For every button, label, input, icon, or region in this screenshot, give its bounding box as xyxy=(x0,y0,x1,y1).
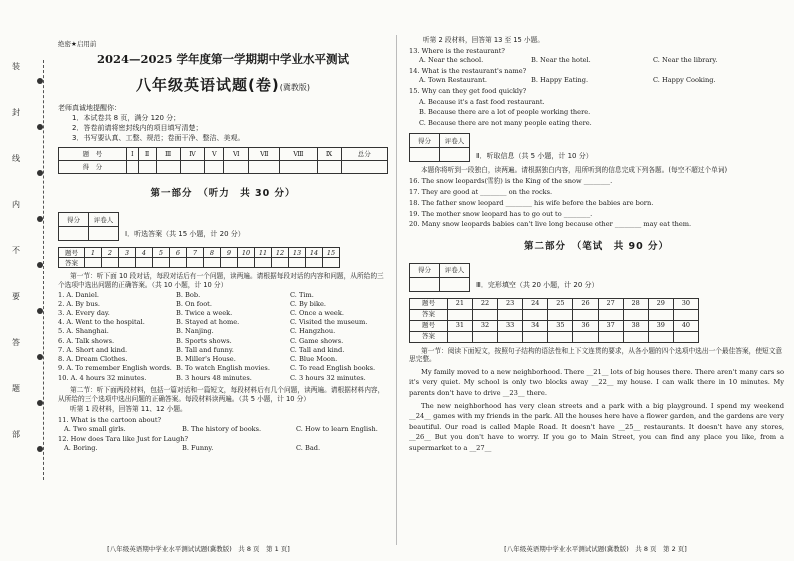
answer-number: 30 xyxy=(673,298,698,309)
option-c[interactable]: C. 3 hours 32 minutes. xyxy=(290,373,366,382)
option-b[interactable]: B. Bob. xyxy=(176,290,201,299)
question-row xyxy=(58,374,388,382)
answer-cell[interactable] xyxy=(85,258,102,268)
fill-question: 20. Many snow leopards babies can't live long because other ________ may eat them. xyxy=(409,220,692,229)
edition-text: (冀教版) xyxy=(279,82,310,92)
answer-cell[interactable] xyxy=(673,309,698,320)
answer-cell[interactable] xyxy=(323,258,340,268)
right-page xyxy=(397,0,794,561)
option-a[interactable]: A. Town Restaurant. xyxy=(419,76,487,85)
option-b[interactable]: B. Nanjing. xyxy=(176,327,214,336)
answer-cell[interactable] xyxy=(153,258,170,268)
answer-cell[interactable] xyxy=(623,309,648,320)
question-11: 11. What is the cartoon about? xyxy=(58,415,162,424)
part1-title: 第一部分 （听力 共 30 分） xyxy=(150,188,296,200)
option-a[interactable]: 9. A. To remember English words. xyxy=(58,364,172,373)
sec2-instructions: 本题你将听到一段独白，读两遍。请根据独白内容，用所听到的信息完成下列各题。(每空不超过个单词) xyxy=(421,166,728,175)
binding-hole xyxy=(37,308,43,314)
score-cell[interactable] xyxy=(249,161,280,174)
option-a[interactable]: 10. A. 4 hours 32 minutes. xyxy=(58,373,147,382)
grader-name-label: 评卷人 xyxy=(440,263,470,277)
option-a[interactable]: A. Boring. xyxy=(64,444,98,453)
binding-char: 题 xyxy=(12,384,20,393)
answer-cell[interactable] xyxy=(306,258,323,268)
answer-cell[interactable] xyxy=(472,309,497,320)
grader-box xyxy=(409,263,470,292)
question-12: 12. How does Tara like Just for Laugh? xyxy=(58,435,189,444)
question-row xyxy=(58,346,388,354)
grader-name-field[interactable] xyxy=(440,148,470,162)
option-b[interactable]: B. Near the hotel. xyxy=(531,56,591,65)
option-b[interactable]: B. On foot. xyxy=(176,299,212,308)
answer-cell[interactable] xyxy=(238,258,255,268)
answer-number: 13 xyxy=(289,248,306,258)
answer-number: 34 xyxy=(523,320,548,331)
footer-right: [八年级英语期中学业水平测试试题(冀教版) 共 8 页 第 2 页] xyxy=(504,544,687,553)
answer-cell[interactable] xyxy=(255,258,272,268)
binding-hole xyxy=(37,446,43,452)
score-cell[interactable] xyxy=(180,161,205,174)
binding-hole xyxy=(37,262,43,268)
option-c[interactable]: C. Bad. xyxy=(296,444,321,453)
score-header-cell: Ⅱ xyxy=(138,148,156,161)
option-c[interactable]: C. Near the library. xyxy=(653,56,718,65)
answer-cell[interactable] xyxy=(573,309,598,320)
ans-row-label: 题号 xyxy=(59,248,85,258)
answer-number: 7 xyxy=(187,248,204,258)
question-row xyxy=(58,355,388,363)
grader-score-label: 得分 xyxy=(410,134,440,148)
secret-label: 绝密★启用前 xyxy=(58,40,97,48)
material1-label: 听第 1 段材料，回答第 11、12 小题。 xyxy=(70,405,187,414)
answer-cell[interactable] xyxy=(447,331,472,342)
answer-table-1 xyxy=(58,247,340,268)
answer-number: 23 xyxy=(498,298,523,309)
answer-cell[interactable] xyxy=(204,258,221,268)
question-15: 15. Why can they get food quickly? xyxy=(409,86,527,95)
notice-item: 2．答卷前请将密封线内的项目填写清楚； xyxy=(72,123,203,132)
answer-cell[interactable] xyxy=(523,309,548,320)
binding-hole xyxy=(37,400,43,406)
answer-number: 35 xyxy=(548,320,573,331)
grader-score-label: 得分 xyxy=(59,213,89,227)
binding-char: 部 xyxy=(12,430,20,439)
answer-cell[interactable] xyxy=(548,309,573,320)
answer-cell[interactable] xyxy=(523,331,548,342)
exam-title: 2024—2025 学年度第一学期期中学业水平测试 xyxy=(96,52,349,67)
fill-question: 18. The father snow leopard ________ his wife before the babies are born. xyxy=(409,198,654,207)
score-header-cell: 总分 xyxy=(341,148,387,161)
section2-header xyxy=(409,133,784,162)
option-a[interactable]: A. Near the school. xyxy=(419,56,484,65)
option-b[interactable]: B. Sports shows. xyxy=(176,336,232,345)
q14-options xyxy=(419,76,784,84)
option-b[interactable]: B. The history of books. xyxy=(182,424,262,433)
answer-number: 8 xyxy=(204,248,221,258)
option-a[interactable]: 4. A. Went to the hospital. xyxy=(58,318,145,327)
answer-number: 27 xyxy=(598,298,623,309)
ans-row-label: 答案 xyxy=(410,309,448,320)
answer-cell[interactable] xyxy=(548,331,573,342)
sec2-instructions: 第二节：听下面两段材料，包括一篇对话和一篇短文，每段材料后有几个问题，读两遍。请根据材料内容，从所给的三个选项中选出问题的正确答案。每段材料读两遍。（共 5 小题，计 10 分） xyxy=(58,385,385,403)
answer-number: 3 xyxy=(119,248,136,258)
question-row xyxy=(58,364,388,372)
answer-cell[interactable] xyxy=(221,258,238,268)
section3-header xyxy=(409,263,784,292)
option-a[interactable]: A. Two small girls. xyxy=(64,424,126,433)
option-b[interactable]: B. Funny. xyxy=(182,444,214,453)
binding-hole xyxy=(37,170,43,176)
question-row xyxy=(58,309,388,317)
score-cell[interactable] xyxy=(126,161,138,174)
answer-cell[interactable] xyxy=(573,331,598,342)
sec1-instructions: 第一节：听下面 10 段对话，每段对话后有一个问题，读两遍。请根据每段对话的内容和问题，从所给的三个选项中选出问题的正确答案。（共 10 小题，计 10 分） xyxy=(58,272,384,289)
ans-row-label: 答案 xyxy=(410,331,448,342)
answer-cell[interactable] xyxy=(673,331,698,342)
score-table xyxy=(58,147,388,174)
subtitle-text: 八年级英语试题(卷) xyxy=(136,75,280,94)
option-b[interactable]: B. 3 hours 48 minutes. xyxy=(176,373,252,382)
option-c[interactable]: C. By bike. xyxy=(290,299,326,308)
answer-number: 26 xyxy=(573,298,598,309)
footer-left: [八年级英语期中学业水平测试试题(冀教版) 共 8 页 第 1 页] xyxy=(107,544,290,553)
score-header-cell: Ⅷ xyxy=(280,148,317,161)
answer-number: 21 xyxy=(447,298,472,309)
answer-number: 10 xyxy=(238,248,255,258)
option-b[interactable]: B. Tall and funny. xyxy=(176,345,234,354)
binding-hole xyxy=(37,354,43,360)
score-header-cell: Ⅶ xyxy=(249,148,280,161)
option-c[interactable]: C. Because there are not many people eating there. xyxy=(419,119,592,128)
answer-number: 36 xyxy=(573,320,598,331)
question-row xyxy=(58,337,388,345)
score-cell[interactable] xyxy=(280,161,317,174)
score-header-cell: Ⅳ xyxy=(180,148,205,161)
answer-cell[interactable] xyxy=(102,258,119,268)
answer-cell[interactable] xyxy=(623,331,648,342)
answer-number: 5 xyxy=(153,248,170,258)
answer-number: 40 xyxy=(673,320,698,331)
binding-char: 答 xyxy=(12,338,20,347)
sec3-instructions: 第一节：阅读下面短文，按照句子结构的语法性和上下文连贯的要求，从各小题的四个选项中选出一个最佳答案，使短文意思完整。 xyxy=(409,346,783,364)
binding-char: 内 xyxy=(12,200,20,209)
option-c[interactable]: C. Tim. xyxy=(290,290,314,299)
answer-cell[interactable] xyxy=(598,309,623,320)
ans-row-label: 答案 xyxy=(59,258,85,268)
answer-number: 28 xyxy=(623,298,648,309)
answer-number: 12 xyxy=(272,248,289,258)
answer-number: 6 xyxy=(170,248,187,258)
ans-row-label: 题号 xyxy=(410,298,448,309)
option-b[interactable]: B. Because there are a lot of people working there. xyxy=(419,108,591,117)
answer-number: 38 xyxy=(623,320,648,331)
score-cell[interactable] xyxy=(156,161,180,174)
option-a[interactable]: 6. A. Talk shows. xyxy=(58,336,115,345)
grader-name-field[interactable] xyxy=(440,277,470,291)
answer-number: 1 xyxy=(85,248,102,258)
answer-cell[interactable] xyxy=(498,331,523,342)
question-row xyxy=(58,318,388,326)
option-c[interactable]: C. Happy Cooking. xyxy=(653,76,716,85)
option-c[interactable]: C. Hangzhou. xyxy=(290,327,336,336)
part2-title: 第二部分 （笔试 共 90 分） xyxy=(523,240,670,252)
question-row xyxy=(58,327,388,335)
answer-number: 37 xyxy=(598,320,623,331)
answer-number: 14 xyxy=(306,248,323,258)
binding-hole xyxy=(37,216,43,222)
option-c[interactable]: C. Visited the museum. xyxy=(290,318,368,327)
option-c[interactable]: C. Blue Moon. xyxy=(290,355,338,364)
cloze-paragraph: The new neighborhood has very clean streets and a park with a big playground. I spend my weekend __24__ games with my friends in the park. All the houses here have a flower garden, and the gardens are very beautiful. Our road is called Maple Road. It doesn't have __25__ restaurants. It doesn't have any stores, __26__ But you don't have to worry. If you go to Main Street, you can find any place you like, from a supermarket to a __27__ xyxy=(409,402,784,452)
q13-options xyxy=(419,56,784,64)
option-a[interactable]: 8. A. Dream Clothes. xyxy=(58,355,128,364)
cloze-paragraph: My family moved to a new neighborhood. There __21__ lots of big houses there. There aren't many cars so it's very quiet. My school is only two blocks away __22__ my house. I can walk there in 10 minutes. My parents don't have to drive __23__ there. xyxy=(409,367,784,397)
answer-cell[interactable] xyxy=(472,331,497,342)
option-c[interactable]: C. Game shows. xyxy=(290,336,344,345)
material2-label: 听第 2 段材料，回答第 13 至 15 小题。 xyxy=(423,36,544,44)
question-13: 13. Where is the restaurant? xyxy=(409,46,505,55)
answer-number: 33 xyxy=(498,320,523,331)
grader-box xyxy=(409,133,470,162)
option-c[interactable]: C. Tall and kind. xyxy=(290,345,345,354)
score-header-cell: 题 号 xyxy=(59,148,127,161)
question-14: 14. What is the restaurant's name? xyxy=(409,66,527,75)
sec1-options xyxy=(58,291,388,382)
fill-in-list xyxy=(409,177,784,228)
answer-number: 9 xyxy=(221,248,238,258)
option-a[interactable]: 3. A. Every day. xyxy=(58,309,110,317)
notice-item: 3．书写要认真、工整、规范；卷面干净、整洁、美观。 xyxy=(72,133,245,142)
section1-header xyxy=(58,212,388,241)
option-b[interactable]: B. Stayed at home. xyxy=(176,318,240,327)
score-cell[interactable] xyxy=(205,161,224,174)
option-b[interactable]: B. Happy Eating. xyxy=(531,76,589,85)
section1-label: Ⅰ．听选答案（共 15 小题，计 20 分） xyxy=(125,230,245,239)
answer-cell[interactable] xyxy=(119,258,136,268)
score-cell[interactable] xyxy=(341,161,387,174)
grader-box xyxy=(58,212,119,241)
score-header-cell: Ⅵ xyxy=(224,148,249,161)
option-a[interactable]: 7. A. Short and kind. xyxy=(58,345,128,354)
section3-label: Ⅲ．完形填空（共 20 小题，计 20 分） xyxy=(476,280,599,289)
answer-cell[interactable] xyxy=(648,309,673,320)
answer-number: 4 xyxy=(136,248,153,258)
notice-heading: 老师真诚地提醒你： xyxy=(58,104,121,113)
answer-cell[interactable] xyxy=(598,331,623,342)
score-header-cell: Ⅰ xyxy=(126,148,138,161)
fill-question: 17. They are good at ________ on the rocks. xyxy=(409,188,553,197)
grader-name-field[interactable] xyxy=(89,227,119,241)
score-header-cell: Ⅸ xyxy=(317,148,341,161)
question-row xyxy=(58,300,388,308)
answer-cell[interactable] xyxy=(136,258,153,268)
score-row-label: 得 分 xyxy=(59,161,127,174)
binding-char: 装 xyxy=(12,62,20,71)
answer-cell[interactable] xyxy=(447,309,472,320)
grader-score-field[interactable] xyxy=(410,148,440,162)
grader-name-label: 评卷人 xyxy=(89,213,119,227)
answer-cell[interactable] xyxy=(272,258,289,268)
answer-number: 39 xyxy=(648,320,673,331)
notice-item: 1．本试卷共 8 页，满分 120 分； xyxy=(72,114,181,122)
option-b[interactable]: B. Miller's House. xyxy=(176,355,236,364)
grader-score-field[interactable] xyxy=(410,277,440,291)
score-cell[interactable] xyxy=(224,161,249,174)
answer-number: 15 xyxy=(323,248,340,258)
binding-char: 封 xyxy=(12,108,20,117)
grader-name-label: 评卷人 xyxy=(440,134,470,148)
binding-hole xyxy=(37,124,43,130)
section2-label: Ⅱ．听取信息（共 5 小题，计 10 分） xyxy=(476,151,593,160)
answer-table-2 xyxy=(409,298,699,343)
binding-margin xyxy=(4,60,44,480)
option-b[interactable]: B. To watch English movies. xyxy=(176,364,270,373)
q12-options xyxy=(64,444,388,452)
answer-cell[interactable] xyxy=(187,258,204,268)
answer-number: 11 xyxy=(255,248,272,258)
answer-cell[interactable] xyxy=(498,309,523,320)
score-cell[interactable] xyxy=(138,161,156,174)
option-a[interactable]: 2. A. By bus. xyxy=(58,299,100,308)
option-c[interactable]: C. How to learn English. xyxy=(296,424,378,433)
ans-row-label: 题号 xyxy=(410,320,448,331)
question-row xyxy=(58,291,388,299)
binding-hole xyxy=(37,78,43,84)
answer-number: 24 xyxy=(523,298,548,309)
exam-subtitle xyxy=(58,76,388,95)
grader-score-label: 得分 xyxy=(410,263,440,277)
score-header-cell: Ⅲ xyxy=(156,148,180,161)
answer-number: 2 xyxy=(102,248,119,258)
answer-number: 25 xyxy=(548,298,573,309)
answer-number: 29 xyxy=(648,298,673,309)
option-a[interactable]: 1. A. Daniel. xyxy=(58,290,100,299)
score-header-cell: Ⅴ xyxy=(205,148,224,161)
binding-char: 线 xyxy=(12,154,20,163)
score-cell[interactable] xyxy=(317,161,341,174)
answer-cell[interactable] xyxy=(170,258,187,268)
answer-cell[interactable] xyxy=(648,331,673,342)
binding-char: 要 xyxy=(12,292,20,301)
fill-question: 16. The snow leopards(雪豹) is the King of the snow ________. xyxy=(409,177,613,186)
grader-score-field[interactable] xyxy=(59,227,89,241)
option-a[interactable]: 5. A. Shanghai. xyxy=(58,327,109,336)
binding-char: 不 xyxy=(12,246,20,255)
q11-options xyxy=(64,425,388,433)
answer-number: 22 xyxy=(472,298,497,309)
answer-number: 32 xyxy=(472,320,497,331)
option-b[interactable]: B. Twice a week. xyxy=(176,309,233,317)
option-c[interactable]: C. Once a week. xyxy=(290,309,344,317)
option-a[interactable]: A. Because it's a fast food restaurant. xyxy=(419,97,545,106)
option-c[interactable]: C. To read English books. xyxy=(290,364,376,373)
fill-question: 19. The mother snow leopard has to go out to ________. xyxy=(409,209,593,218)
answer-number: 31 xyxy=(447,320,472,331)
answer-cell[interactable] xyxy=(289,258,306,268)
